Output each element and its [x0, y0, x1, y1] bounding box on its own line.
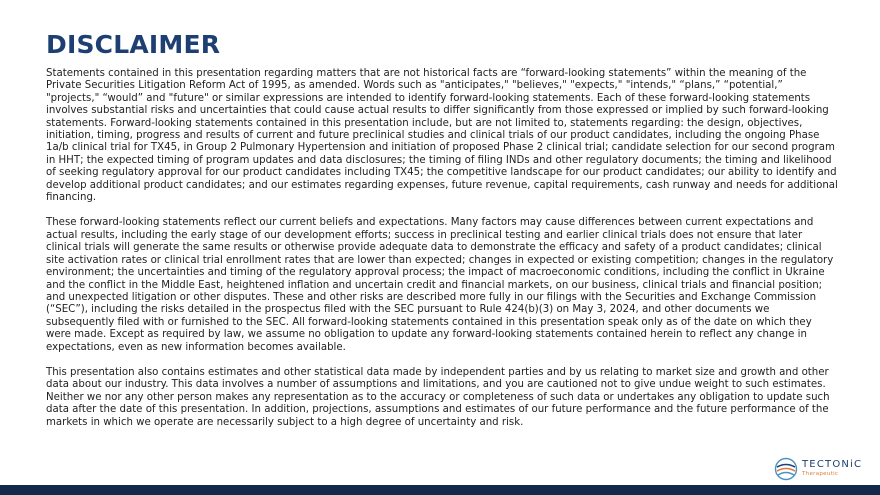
logo-text	[802, 460, 862, 478]
disclaimer-paragraph-2: These forward-looking statements reflect our current beliefs and expectations. Many factors may cause differences between current expectations and actual results, including the early stage of our development efforts; success in preclinical testing and earlier clinical trials does not ensure that later clinical trials will generate the same results or otherwise provide adequate data to demonstrate the efficacy and safety of a product candidates; clinical site activation rates or clinical trial enrollment rates that are lower than expected; changes in expected or existing competition; changes in the regulatory environment; the uncertainties and timing of the regulatory approval process; the impact of macroeconomic conditions, including the conflict in Ukraine and the conflict in the Middle East, heightened inflation and uncertain credit and financial markets, on our business, clinical trials and financial position; and unexpected litigation or other disputes. These and other risks are described more fully in our filings with the Securities and Exchange Commission (“SEC”), including the risks detailed in the prospectus filed with the SEC pursuant to Rule 424(b)(3) on May 3, 2024, and other documents we subsequently filed with or furnished to the SEC. All forward-looking statements contained in this presentation speak only as of the date on which they were made. Except as required by law, we assume no obligation to update any forward-looking statements contained herein to reflect any change in expectations, even as new information becomes available.	[46, 217, 834, 353]
disclaimer-paragraph-3: This presentation also contains estimates and other statistical data made by independent parties and by us relating to market size and growth and other data about our industry. This data involves a number of assumptions and limitations, and you are cautioned not to give undue weight to such estimates. Neither we nor any other person makes any representation as to the accuracy or completeness of such data or undertakes any obligation to update such data after the date of this presentation. In addition, projections, assumptions and estimates of our future performance and the future performance of the markets in which we operate are necessarily subject to a high degree of uncertainty and risk.	[46, 366, 830, 428]
slide-title: DISCLAIMER	[46, 30, 221, 59]
company-logo	[774, 456, 862, 482]
disclaimer-body	[46, 68, 838, 442]
disclaimer-paragraph-1: Statements contained in this presentation regarding matters that are not historical facts are “forward-looking statements” within the meaning of the Private Securities Litigation Reform Act of 1995, as amended. Words such as "anticipates," "believes," "expects," "intends," “plans,” “potential,” "projects," “would” and "future" or similar expressions are intended to identify forward-looking statements. Each of these forward-looking statements involves substantial risks and uncertainties that could cause actual results to differ significantly from those expressed or implied by such forward-looking statements. Forward-looking statements contained in this presentation include, but are not limited to, statements regarding: the design, objectives, initiation, timing, progress and results of current and future preclinical studies and clinical trials of our product candidates, including the ongoing Phase 1a/b clinical trial for TX45, in Group 2 Pulmonary Hypertension and initiation of proposed Phase 2 clinical trial; candidate selection for our second program in HHT; the expected timing of program updates and data disclosures; the timing of filing INDs and other regulatory documents; the timing and likelihood of seeking regulatory approval for our product candidates including TX45; the competitive landscape for our product candidates; our ability to identify and develop additional product candidates; and our estimates regarding expenses, future revenue, capital requirements, cash runway and needs for additional financing.	[46, 68, 838, 204]
logo-subtitle: Therapeutic	[802, 471, 839, 478]
logo-name: TECTONiC	[802, 459, 863, 471]
footer-bar	[0, 485, 880, 495]
tectonic-logo-icon	[774, 457, 798, 481]
